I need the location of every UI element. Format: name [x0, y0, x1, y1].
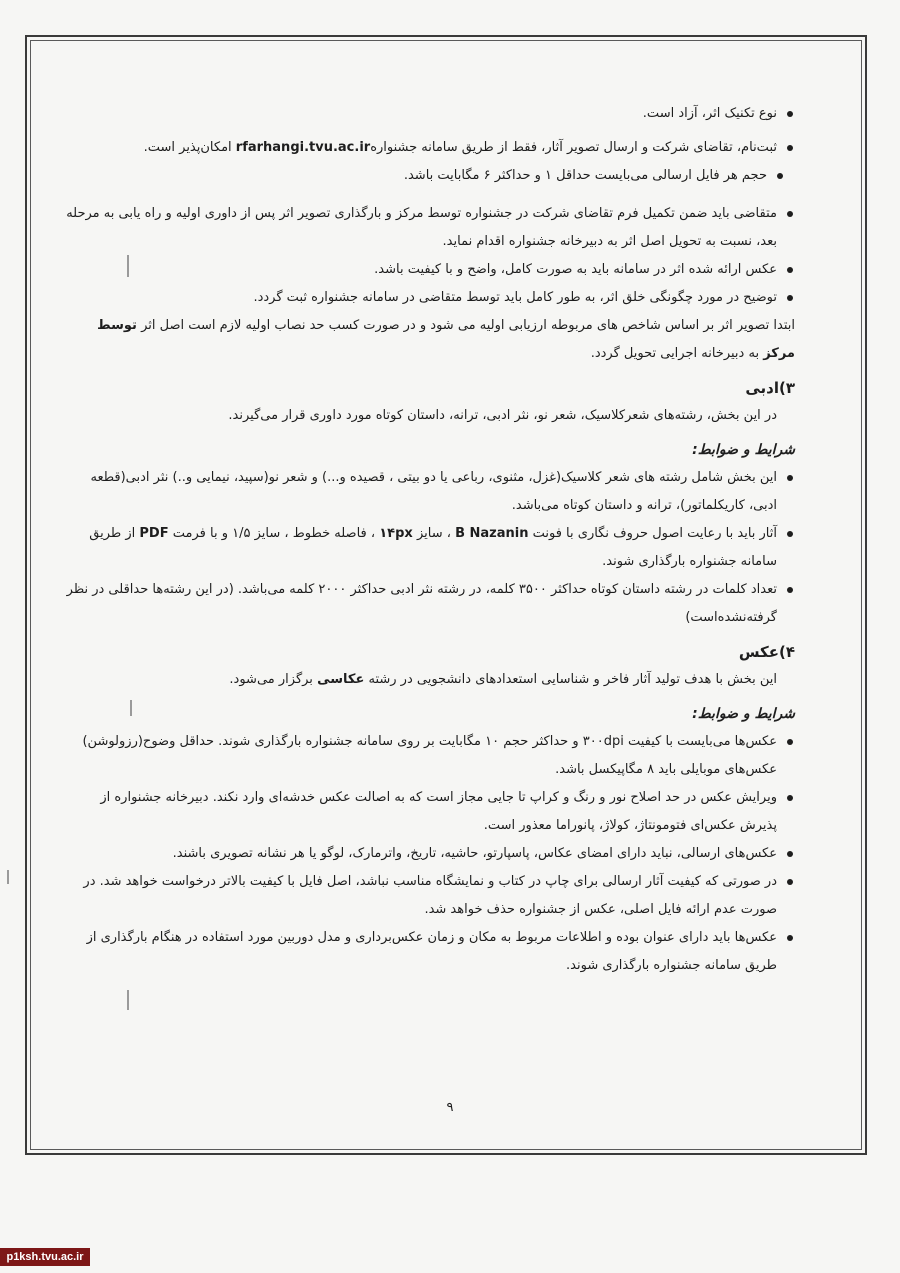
page-number: ۹ — [446, 1100, 454, 1115]
list-item: عکس‌ها باید دارای عنوان بوده و اطلاعات مربوط به مکان و زمان عکس‌برداری و مدل دوربین مورد استفاده در هنگام بارگذاری از طریق سامانه جشنواره بارگذاری شوند. — [65, 924, 795, 980]
list-item-text: امکان‌پذیر است. — [143, 140, 232, 155]
scan-speck — [7, 870, 9, 884]
document-body — [65, 100, 795, 980]
section-heading-photo: ۴)عکس — [738, 643, 795, 661]
festival-site-link[interactable]: rfarhangi.tvu.ac.ir — [235, 140, 371, 155]
list-item — [65, 134, 795, 162]
list-item: عکس‌های ارسالی، نباید دارای امضای عکاس، پاسپارتو، حاشیه، تاریخ، واترمارک، لوگو یا هر نشانه تصویری باشند. — [65, 840, 795, 868]
evaluation-paragraph: ابتدا تصویر اثر بر اساس شاخص های مربوطه ارزیابی اولیه می شود و در صورت کسب حد نصاب اولیه لازم است اصل اثر توسط مرکز به دبیرخانه اجرایی تحویل گردد. — [97, 318, 795, 361]
submission-rules-list — [65, 100, 795, 312]
source-watermark-tag[interactable]: p1ksh.tvu.ac.ir — [0, 1248, 90, 1266]
font-name: B Nazanin — [455, 526, 529, 541]
list-item: حجم هر فایل ارسالی می‌بایست حداقل ۱ و حداکثر ۶ مگابایت باشد. — [65, 162, 795, 190]
list-item: آثار باید با رعایت اصول حروف نگاری با فونت B Nazanin ، سایز ۱۴px ، فاصله خطوط ، سایز ۱/۵ و با فرمت PDF از طریق سامانه جشنواره بارگذاری شوند. — [65, 520, 795, 576]
list-item: در صورتی که کیفیت آثار ارسالی برای چاپ در کتاب و نمایشگاه مناسب نباشد، اصل فایل با کیفیت بالاتر درخواست خواهد شد. در صورت عدم ارائه فایل اصلی، عکس از جشنواره حذف خواهد شد. — [65, 868, 795, 924]
font-size: ۱۴px — [379, 526, 413, 541]
list-item: عکس‌ها می‌بایست با کیفیت ۳۰۰dpi و حداکثر حجم ۱۰ مگابایت بر روی سامانه جشنواره بارگذاری شوند. حداقل وضوح(رزولوشن) عکس‌های موبایلی باید ۸ مگاپیکسل باشد. — [65, 728, 795, 784]
conditions-heading: شرایط و ضوابط: — [692, 706, 795, 722]
list-item-text: ثبت‌نام، تقاضای شرکت و ارسال تصویر آثار، فقط از طریق سامانه جشنواره — [370, 140, 777, 155]
section-intro: این بخش با هدف تولید آثار فاخر و شناسایی استعدادهای دانشجویی در رشته عکاسی برگزار می‌شود. — [229, 672, 777, 687]
list-item: این بخش شامل رشته های شعر کلاسیک(غزل، مثنوی، رباعی یا دو بیتی ، قصیده و...) و شعر نو(سپید، نیمایی و..) نثر ادبی(قطعه ادبی، کاریکلماتور)، ترانه و داستان کوتاه می‌باشد. — [65, 464, 795, 520]
scan-speck — [127, 990, 129, 1010]
list-item: عکس ارائه شده اثر در سامانه باید به صورت کامل، واضح و با کیفیت باشد. — [65, 256, 795, 284]
literary-rules-list — [65, 464, 795, 632]
section-heading-literary: ۳)ادبی — [745, 379, 795, 397]
photo-rules-list — [65, 728, 795, 980]
conditions-heading: شرایط و ضوابط: — [692, 442, 795, 458]
list-item: متقاضی باید ضمن تکمیل فرم تقاضای شرکت در جشنواره توسط مرکز و بارگذاری تصویر اثر پس از داوری اولیه و راه یابی به مرحله بعد، نسبت به تحویل اصل اثر به دبیرخانه جشنواره اقدام نماید. — [65, 200, 795, 256]
section-intro: در این بخش، رشته‌های شعرکلاسیک، شعر نو، نثر ادبی، ترانه، داستان کوتاه مورد داوری قرار می‌گیرند. — [228, 408, 777, 423]
list-item: توضیح در مورد چگونگی خلق اثر، به طور کامل باید توسط متقاضی در سامانه جشنواره ثبت گردد. — [65, 284, 795, 312]
list-item: نوع تکنیک اثر، آزاد است. — [65, 100, 795, 128]
list-item: ویرایش عکس در حد اصلاح نور و رنگ و کراپ تا جایی مجاز است که به اصالت عکس خدشه‌ای وارد نکند. دبیرخانه جشنواره از پذیرش عکس‌ای فتومونتاژ، کولاژ، پانوراما معذور است. — [65, 784, 795, 840]
list-item: تعداد کلمات در رشته داستان کوتاه حداکثر ۳۵۰۰ کلمه، در رشته نثر ادبی حداکثر ۲۰۰۰ کلمه می‌باشد. (در این رشته‌ها حداقلی در نظر گرفته‌نشده‌است) — [65, 576, 795, 632]
file-format: PDF — [139, 526, 169, 541]
